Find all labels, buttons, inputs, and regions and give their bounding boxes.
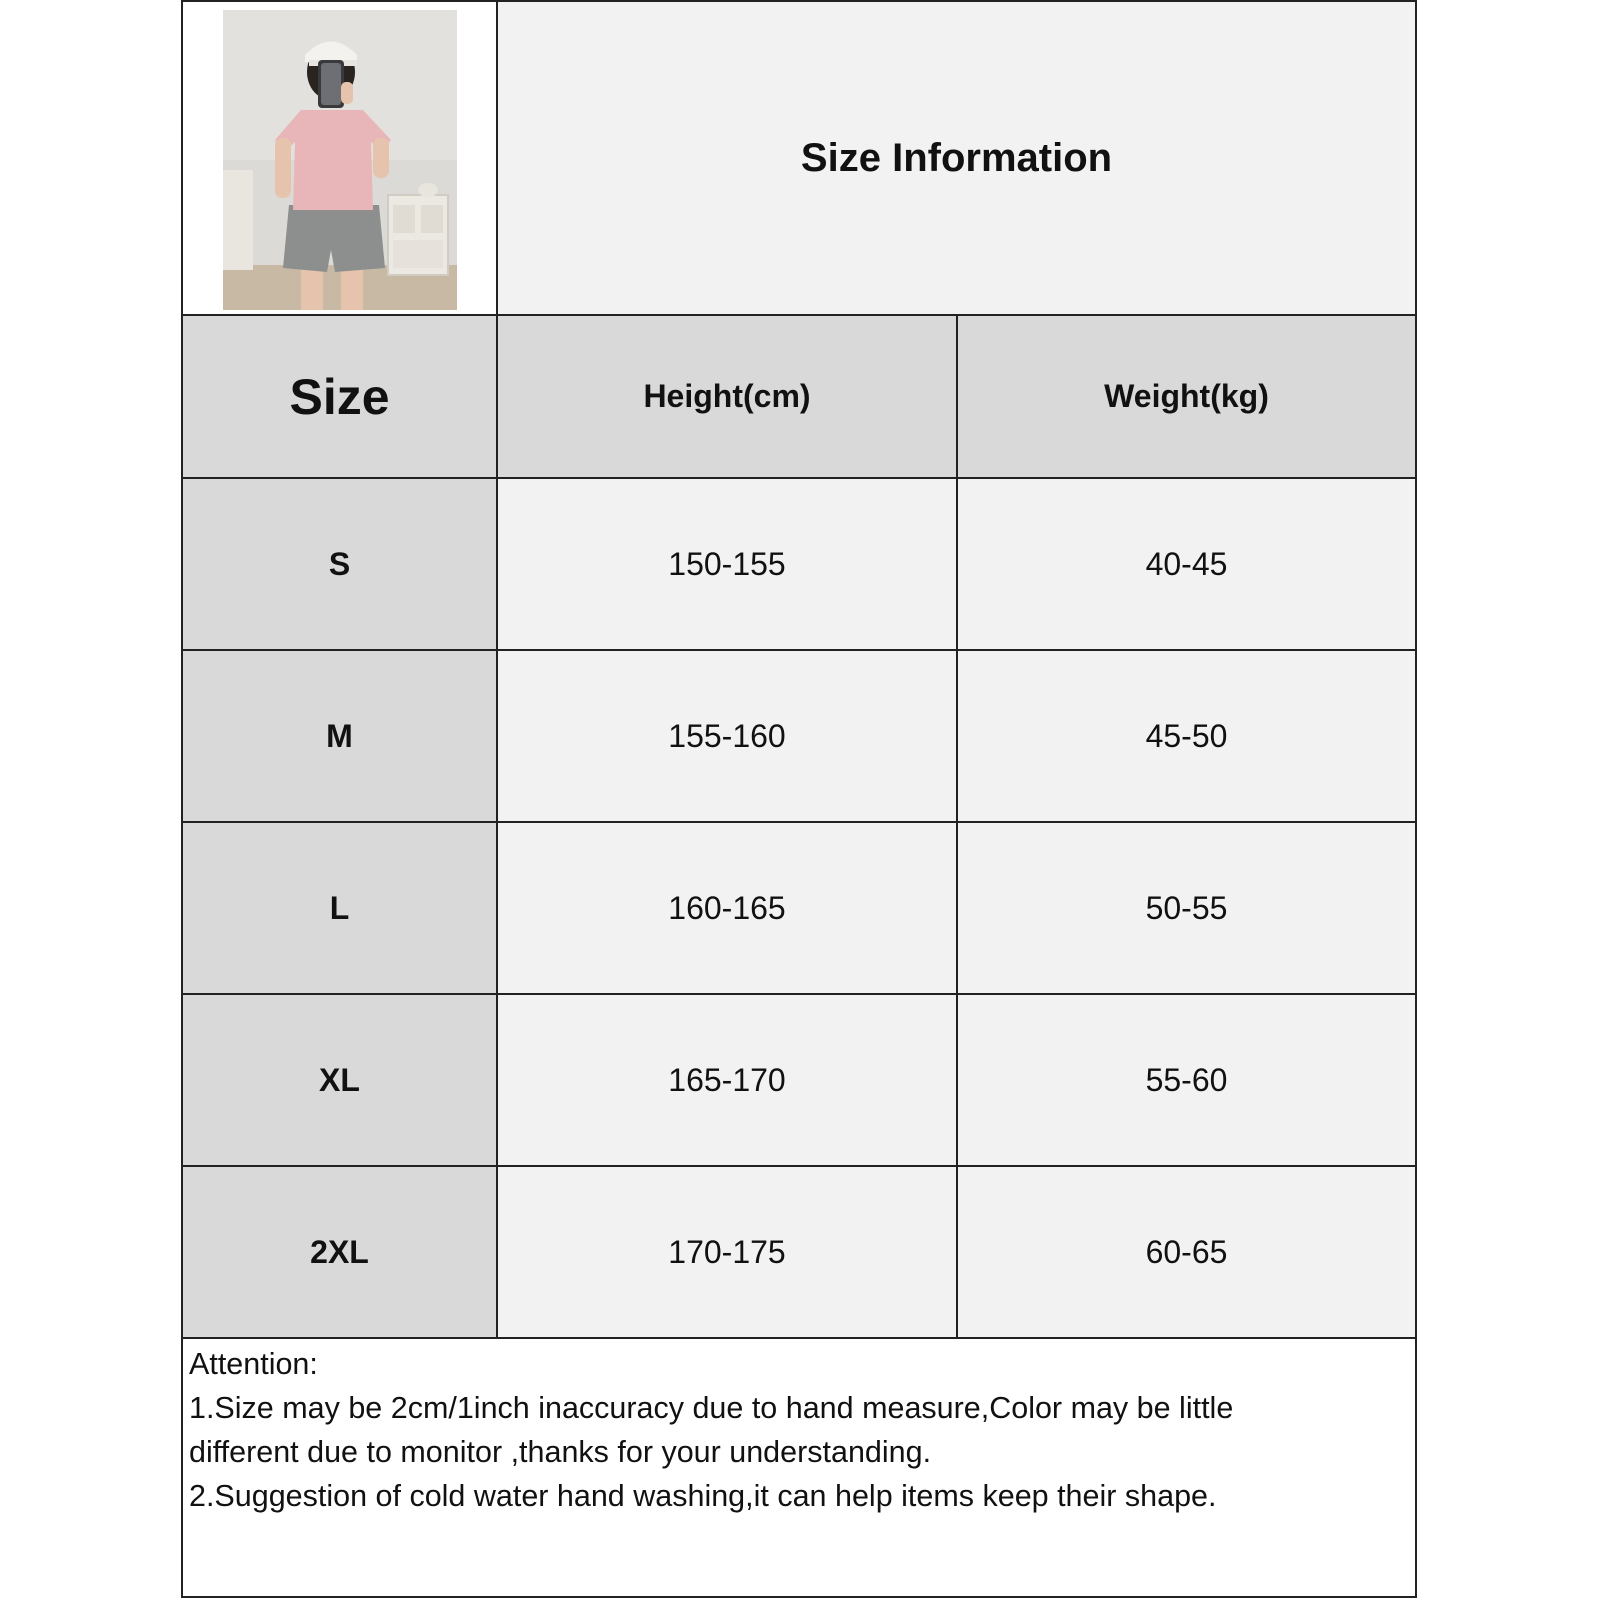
table-row-size-cell	[183, 995, 496, 1165]
size-value: L	[329, 889, 350, 926]
table-row-size-cell	[183, 1167, 496, 1337]
size-value: 2XL	[310, 1233, 369, 1270]
table-row-size-cell	[183, 823, 496, 993]
height-value: 165-170	[668, 1061, 786, 1098]
grid-line	[183, 314, 1415, 316]
height-value: 150-155	[668, 545, 786, 582]
table-row-height-cell	[498, 995, 956, 1165]
table-row-weight-cell	[958, 651, 1415, 821]
table-row-size-cell	[183, 479, 496, 649]
grid-line	[496, 2, 498, 1339]
weight-value: 55-60	[1145, 1061, 1228, 1098]
size-value: M	[326, 717, 353, 754]
page-title: Size Information	[800, 135, 1113, 180]
grid-line	[183, 1337, 1415, 1339]
size-value: S	[328, 545, 351, 582]
header-weight: Weight(kg)	[1104, 378, 1269, 414]
header-weight-cell	[958, 316, 1415, 477]
table-row-weight-cell	[958, 995, 1415, 1165]
attention-notes	[189, 1342, 1409, 1518]
header-size: Size	[289, 368, 390, 425]
weight-value: 60-65	[1145, 1233, 1228, 1270]
grid-line	[183, 477, 1415, 479]
photo-cell	[183, 2, 496, 314]
table-row-height-cell	[498, 651, 956, 821]
table-row-height-cell	[498, 823, 956, 993]
table-row-weight-cell	[958, 479, 1415, 649]
attention-line-3: 2.Suggestion of cold water hand washing,it can help items keep their shape.	[189, 1479, 1217, 1513]
attention-line-1: 1.Size may be 2cm/1inch inaccuracy due to hand measure,Color may be little	[189, 1391, 1234, 1425]
size-chart-sheet	[181, 0, 1417, 1598]
table-row-size-cell	[183, 651, 496, 821]
weight-value: 40-45	[1145, 545, 1228, 582]
weight-value: 45-50	[1145, 717, 1228, 754]
grid-line	[183, 821, 1415, 823]
table-row-height-cell	[498, 479, 956, 649]
height-value: 170-175	[668, 1233, 786, 1270]
table-row-height-cell	[498, 1167, 956, 1337]
attention-line-2: different due to monitor ,thanks for your understanding.	[189, 1435, 932, 1469]
height-value: 155-160	[668, 717, 786, 754]
table-row-weight-cell	[958, 823, 1415, 993]
grid-line	[183, 1165, 1415, 1167]
grid-line	[183, 993, 1415, 995]
height-value: 160-165	[668, 889, 786, 926]
grid-line	[183, 649, 1415, 651]
header-size-cell	[183, 316, 496, 477]
product-photo	[223, 10, 457, 310]
attention-label: Attention:	[189, 1347, 318, 1381]
weight-value: 50-55	[1145, 889, 1228, 926]
size-value: XL	[319, 1061, 360, 1098]
grid-line	[956, 314, 958, 1339]
header-height: Height(cm)	[643, 378, 811, 414]
size-information-title-cell	[498, 2, 1415, 314]
model-photo-illustration	[223, 10, 457, 310]
table-row-weight-cell	[958, 1167, 1415, 1337]
header-height-cell	[498, 316, 956, 477]
